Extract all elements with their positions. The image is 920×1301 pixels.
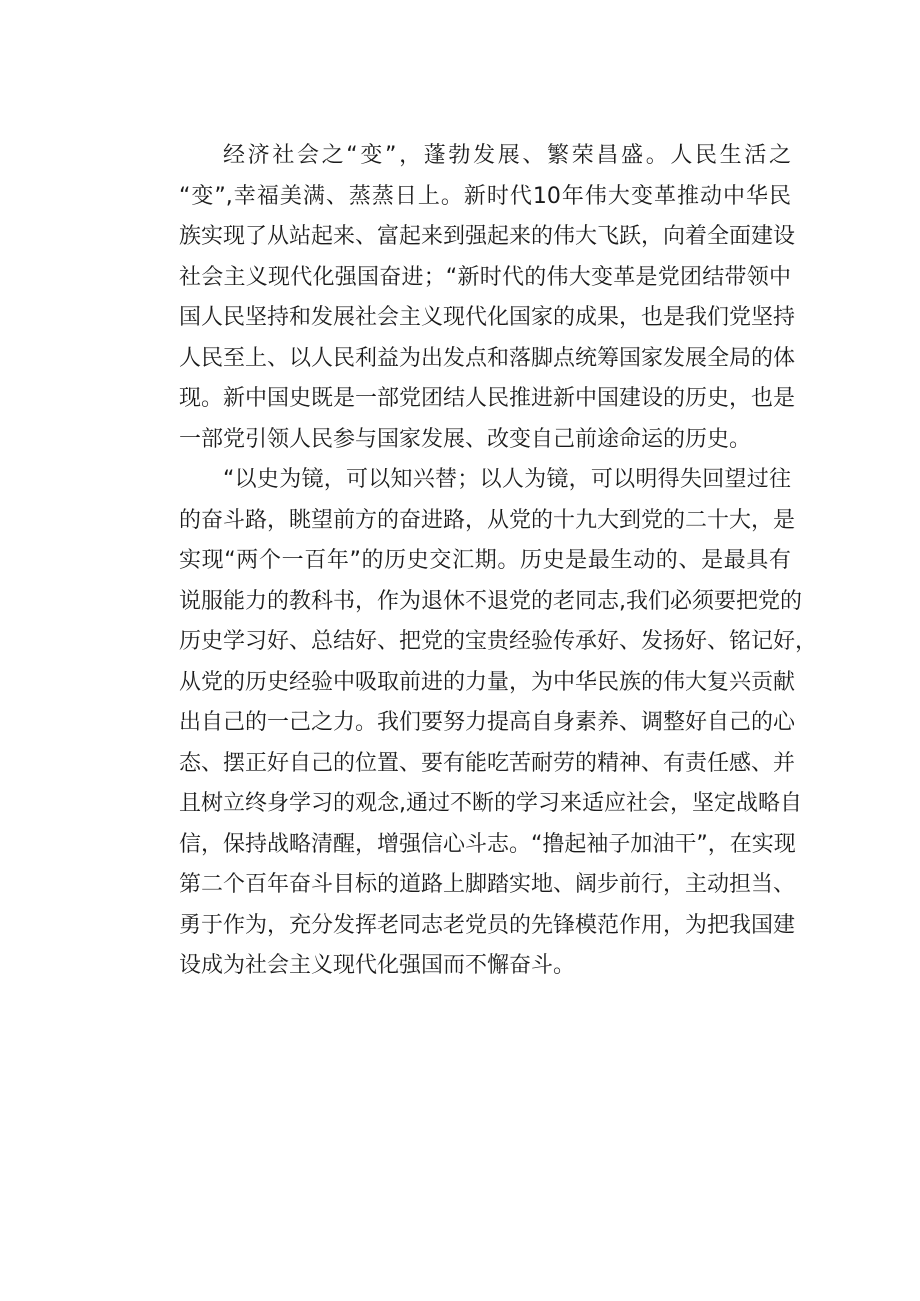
text-line: 人民至上、以人民利益为出发点和落脚点统筹国家发展全局的体 — [179, 345, 796, 371]
text-line: 现。新中国史既是一部党团结人民推进新中国建设的历史，也是 — [179, 386, 796, 411]
text-line: 态、摆正好自己的位置、要有能吃苦耐劳的精神、有责任感、并 — [179, 750, 796, 776]
text-line: “变”,幸福美满、蒸蒸日上。新时代10年伟大变革推动中华民 — [179, 183, 791, 209]
text-line: “以史为镜，可以知兴替；以人为镜，可以明得失回望过往 — [223, 467, 791, 492]
text-line: 说服能力的教科书，作为退休不退党的老同志,我们必须要把党的 — [179, 588, 802, 614]
paragraph-1 — [135, 136, 796, 460]
text-line: 勇于作为，充分发挥老同志老党员的先锋模范作用，为把我国建 — [179, 912, 796, 938]
text-line: 的奋斗路，眺望前方的奋进路，从党的十九大到党的二十大，是 — [179, 507, 796, 533]
text-line: 且树立终身学习的观念,通过不断的学习来适应社会，坚定战略自 — [179, 791, 802, 816]
text-line: 一部党引领人民参与国家发展、改变自己前途命运的历史。 — [179, 426, 752, 452]
text-line: 族实现了从站起来、富起来到强起来的伟大飞跃，向着全面建设 — [179, 224, 796, 249]
text-line: 从党的历史经验中吸取前进的力量，为中华民族的伟大复兴贡献 — [179, 669, 796, 695]
text-line: 社会主义现代化强国奋进；“新时代的伟大变革是党团结带领中 — [179, 264, 791, 290]
text-line: 经济社会之“变”，蓬勃发展、繁荣昌盛。人民生活之 — [223, 143, 791, 168]
text-line: 实现“两个一百年”的历史交汇期。历史是最生动的、是最具有 — [179, 548, 791, 573]
paragraph-2 — [135, 460, 818, 987]
text-line: 信，保持战略清醒，增强信心斗志。“撸起袖子加油干”，在实现 — [179, 831, 796, 857]
text-line: 国人民坚持和发展社会主义现代化国家的成果，也是我们党坚持 — [179, 305, 796, 330]
text-line: 设成为社会主义现代化强国而不懈奋斗。 — [179, 953, 576, 978]
text-line: 第二个百年奋斗目标的道路上脚踏实地、阔步前行，主动担当、 — [179, 872, 796, 897]
text-line: 历史学习好、总结好、把党的宝贵经验传承好、发扬好、铭记好， — [179, 629, 818, 654]
text-line: 出自己的一己之力。我们要努力提高自身素养、调整好自己的心 — [179, 710, 796, 735]
document-body — [135, 136, 818, 987]
